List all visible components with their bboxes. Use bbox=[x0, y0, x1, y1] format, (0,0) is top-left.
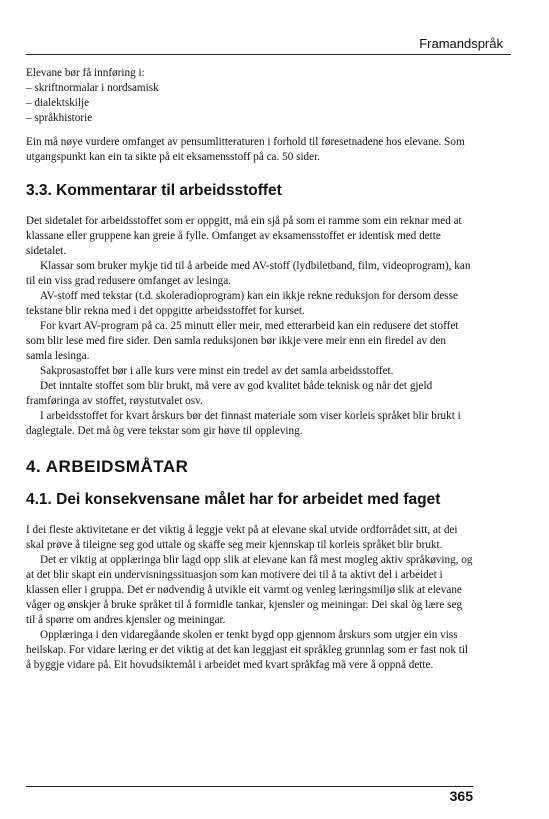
paragraph: Det inntalte stoffet som blir brukt, må vere av god kvalitet både teknisk og når det gjeld framføringa av stoffet, røystutvalet osv. bbox=[26, 380, 433, 407]
page-number: 365 bbox=[449, 788, 473, 804]
section-heading-4-1: 4.1. Dei konsekvensane målet har for arbeidet med faget bbox=[26, 491, 441, 508]
intro-paragraph: Ein må nøye vurdere omfanget av pensumlitteraturen i forhold til føresetnadene hos elevane. Som utgangspunkt kan ein ta sikte på eit eksamensstoff på ca. 50 sider. bbox=[26, 136, 465, 163]
intro-lead: Elevane bør få innføring i: bbox=[26, 67, 145, 79]
paragraph: I arbeidsstoffet for kvart årskurs bør det finnast materiale som viser korleis språket blir brukt i daglegtale. Det må òg vere tekstar som gir høve til oppleving. bbox=[26, 410, 461, 437]
paragraph: For kvart AV-program på ca. 25 minutt eller meir, med etterarbeid kan ein redusere det stoffet som blir lese med fire sider. Den samla reduksjonen bør ikkje vere meir enn ein firedel av den samla lesinga. bbox=[26, 320, 459, 362]
list-item: – språkhistorie bbox=[26, 111, 474, 126]
list-item: – skriftnormalar i nordsamisk bbox=[26, 81, 474, 96]
paragraph: AV-stoff med tekstar (t.d. skoleradioprogram) kan ein ikkje rekne reduksjon for dersom desse tekstane blir rekna med i det oppgitte arbeidsstoffet for kurset. bbox=[26, 290, 458, 317]
running-header: Framandspråk bbox=[419, 36, 503, 51]
paragraph: Det er viktig at opplæringa blir lagd opp slik at elevane kan få mest mogleg aktiv språkøving, og at det blir skapt ein undervisningssituasjon som kan motivere dei til å ta aktivt del i arbeidet i klassen eller i gruppa. Det er nødvendig å utvikle eit varmt og venleg læringsmiljø slik at elevane våger og ønskjer å bruke språket til å formidle tankar, kjensler og meiningar. Dei skal òg lære seg til å spørre om andres kjensler og meiningar. bbox=[26, 554, 473, 626]
paragraph: Opplæringa i den vidaregåande skolen er tenkt bygd opp gjennom årskurs som utgjer ein viss heilskap. For vidare læring er det viktig at det kan leggjast eit språkleg grunnlag som er fast nok til å byggje vidare på. Eit hovudsiktemål i arbeidet med kvart språkfag må vere å oppnå dette. bbox=[26, 629, 469, 671]
header-rule bbox=[26, 54, 511, 55]
chapter-heading-4: 4. ARBEIDSMÅTAR bbox=[26, 457, 189, 476]
paragraph: Klassar som bruker mykje tid til å arbeide med AV-stoff (lydbiletband, film, videoprogram), kan til ein viss grad redusere omfanget av lesinga. bbox=[26, 260, 471, 287]
section-heading-3-3: 3.3. Kommentarar til arbeidsstoffet bbox=[26, 182, 282, 199]
page-body bbox=[26, 66, 474, 673]
paragraph: I dei fleste aktivitetane er det viktig å leggje vekt på at elevane skal utvide ordforrådet sitt, at dei skal prøve å tileigne seg god uttale og skaffe seg meir kjennskap til korleis språket blir brukt. bbox=[26, 524, 458, 551]
footer-rule bbox=[26, 786, 473, 787]
paragraph: Sakprosastoffet bør i alle kurs vere minst ein tredel av det samla arbeidsstoffet. bbox=[40, 365, 394, 377]
paragraph: Det sidetalet for arbeidsstoffet som er oppgitt, må ein sjå på som ei ramme som ein reknar med at klassane eller gruppene kan greie å fylle. Omfanget av eksamensstoffet er identisk med dette sidetalet. bbox=[26, 215, 462, 257]
intro-list bbox=[26, 81, 474, 126]
list-item: – dialektskilje bbox=[26, 96, 474, 111]
